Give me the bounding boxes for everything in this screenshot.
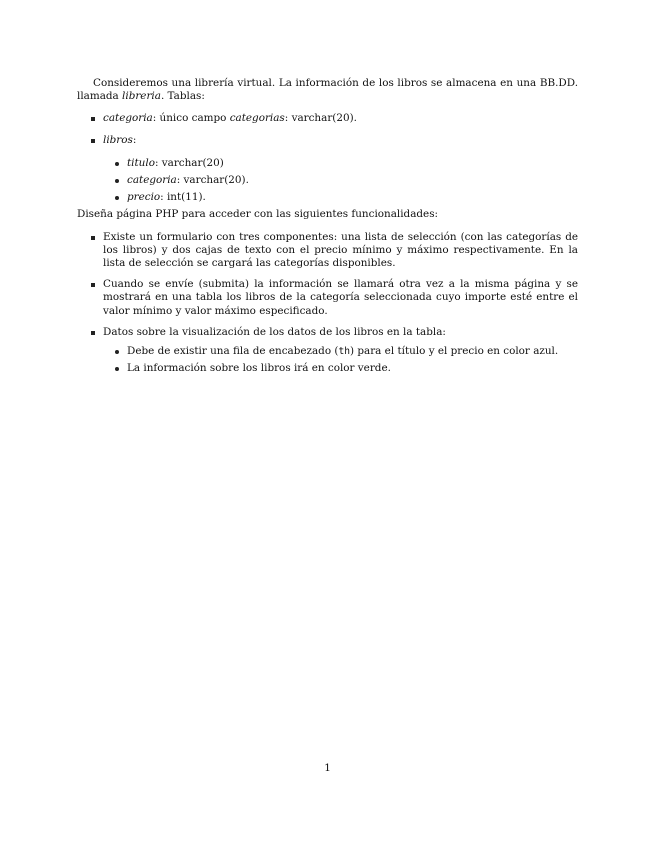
requirement-item [77,231,578,271]
page-number: 1 [324,762,331,774]
field-type: : varchar(20) [154,156,224,169]
rule-text: ) para el título y el precio en color azul. [350,345,559,358]
field-name: titulo [127,156,155,169]
field-item [103,191,578,204]
requirement-item [77,326,578,376]
task-intro: Diseña página PHP para acceder con las siguientes funcionalidades: [77,208,439,221]
fields-list [103,157,578,205]
field-name: precio [127,191,161,204]
table-item-libros [77,134,578,205]
field-type: : int(11). [160,191,206,204]
table-item-categoria [77,112,578,125]
round-bullet-icon [115,162,119,166]
round-bullet-icon [115,367,119,371]
table-name: libros [103,133,133,146]
round-bullet-icon [115,350,119,354]
field-type: : varchar(20). [284,112,357,125]
th-code: th [338,346,351,358]
square-bullet-icon [91,139,95,143]
intro-paragraph [77,77,578,103]
display-rule-item [103,362,578,375]
field-name: categorias [229,112,285,125]
requirement-text: Datos sobre la visualización de los datos de los libros en la tabla: [103,325,446,338]
table-name: categoria [103,112,153,125]
display-rules-list [103,345,578,375]
requirement-item [77,278,578,318]
square-bullet-icon [91,117,95,121]
intro-text-2: . Tablas: [160,90,205,103]
round-bullet-icon [115,179,119,183]
database-name: libreria [122,90,161,103]
requirement-text: Cuando se envíe (submita) la información se llamará otra vez a la misma página y se mostrará en una tabla los libros de la categoría seleccionada cuyo importe esté entre el valor mínimo y valor máximo especificado. [103,278,578,317]
display-rule-item [103,345,578,358]
square-bullet-icon [91,236,95,240]
square-bullet-icon [91,283,95,287]
round-bullet-icon [115,196,119,200]
field-item [103,174,578,187]
square-bullet-icon [91,331,95,335]
table-desc: : [132,133,137,146]
requirement-text: Existe un formulario con tres componentes: una lista de selección (con las categorías de los libros) y dos cajas de texto con el precio mínimo y máximo respectivamente. En la lista de selección se cargará las categorías disponibles. [103,230,578,270]
rule-text: La información sobre los libros irá en color verde. [127,362,391,375]
field-type: : varchar(20). [176,174,249,187]
requirements-list [77,231,578,376]
rule-text: Debe de existir una fila de encabezado ( [127,345,339,358]
tables-list [77,112,578,204]
table-desc: : único campo [152,112,230,125]
field-item [103,157,578,170]
document-page [77,77,578,379]
intro-text-1: Consideremos una librería virtual. La información de los libros se almacena en una BB.DD. llamada [77,77,578,103]
field-name: categoria [127,174,177,187]
